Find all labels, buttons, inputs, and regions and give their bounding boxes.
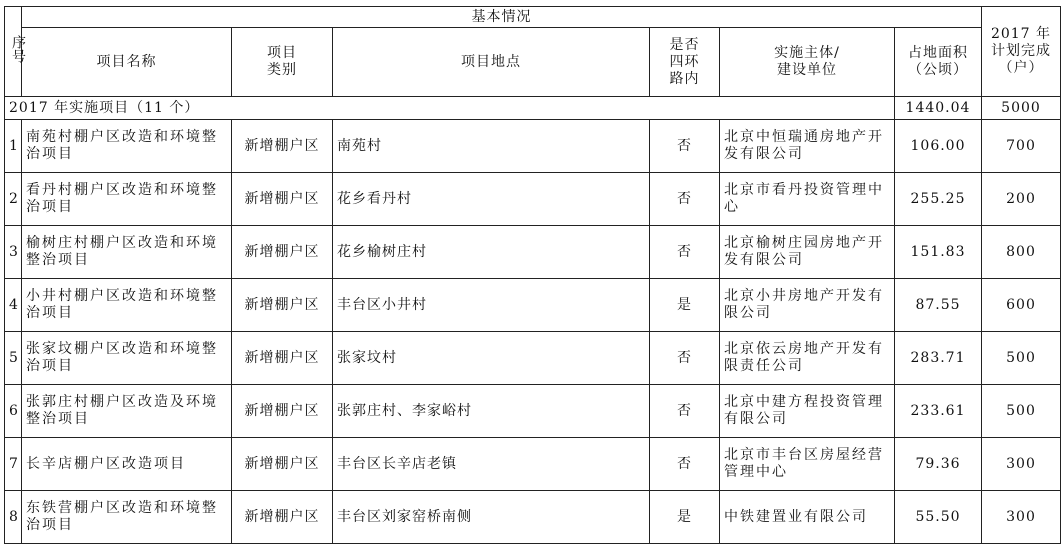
row-unit: 中铁建置业有限公司: [720, 491, 895, 544]
summary-row: [5, 97, 1061, 120]
row-location: 花乡看丹村: [333, 173, 650, 226]
row-name: 看丹村棚户区改造和环境整治项目: [22, 173, 232, 226]
row-location: 花乡榆树庄村: [333, 226, 650, 279]
row-category: 新增棚户区: [232, 173, 333, 226]
header-seq-text: 序号: [10, 35, 26, 63]
row-name: 南苑村棚户区改造和环境整治项目: [22, 120, 232, 173]
header-seq: [5, 7, 26, 97]
row-plan: 700: [982, 120, 1061, 173]
header-unit-text: 实施主体/ 建设单位: [774, 45, 840, 78]
row-location: 丰台区刘家窑桥南侧: [333, 491, 650, 544]
row-area: 106.00: [895, 120, 982, 173]
row-in-ring: 否: [650, 385, 720, 438]
table-row: [5, 120, 1061, 173]
row-plan: 600: [982, 279, 1061, 332]
row-area: 283.71: [895, 332, 982, 385]
header-basic-info: 基本情况: [22, 7, 982, 28]
row-category: 新增棚户区: [232, 279, 333, 332]
row-location: 南苑村: [333, 120, 650, 173]
summary-label: 2017 年实施项目（11 个）: [5, 97, 895, 120]
table-row: [5, 438, 1061, 491]
row-name: 长辛店棚户区改造项目: [22, 438, 232, 491]
row-category: 新增棚户区: [232, 385, 333, 438]
row-unit: 北京市丰台区房屋经营管理中心: [720, 438, 895, 491]
header-category: [232, 28, 333, 97]
row-seq: 7: [5, 438, 22, 491]
row-seq: 6: [5, 385, 22, 438]
row-unit: 北京榆树庄园房地产开发有限公司: [720, 226, 895, 279]
row-location: 丰台区长辛店老镇: [333, 438, 650, 491]
row-category: 新增棚户区: [232, 332, 333, 385]
header-location: 项目地点: [333, 28, 650, 97]
project-table: [4, 6, 1061, 544]
row-seq: 2: [5, 173, 22, 226]
row-plan: 500: [982, 385, 1061, 438]
header-row-columns: [5, 28, 1061, 97]
row-in-ring: 是: [650, 279, 720, 332]
row-name: 东铁营棚户区改造和环境整治项目: [22, 491, 232, 544]
header-category-text: 项目 类别: [267, 45, 297, 78]
row-in-ring: 否: [650, 173, 720, 226]
row-area: 79.36: [895, 438, 982, 491]
row-name: 小井村棚户区改造和环境整治项目: [22, 279, 232, 332]
row-name: 张家坟棚户区改造和环境整治项目: [22, 332, 232, 385]
row-category: 新增棚户区: [232, 438, 333, 491]
table-row: [5, 226, 1061, 279]
row-in-ring: 否: [650, 438, 720, 491]
table-row: [5, 279, 1061, 332]
header-area-text: 占地面积 （公顷）: [908, 45, 968, 78]
header-name: 项目名称: [22, 28, 232, 97]
row-name: 张郭庄村棚户区改造及环境整治项目: [22, 385, 232, 438]
project-rows: [5, 120, 1061, 544]
row-area: 255.25: [895, 173, 982, 226]
header-row-top: [5, 7, 1061, 28]
row-category: 新增棚户区: [232, 226, 333, 279]
row-in-ring: 是: [650, 491, 720, 544]
row-area: 55.50: [895, 491, 982, 544]
row-seq: 5: [5, 332, 22, 385]
table-row: [5, 385, 1061, 438]
row-in-ring: 否: [650, 226, 720, 279]
row-location: 张家坟村: [333, 332, 650, 385]
row-name: 榆树庄村棚户区改造和环境整治项目: [22, 226, 232, 279]
row-unit: 北京市看丹投资管理中心: [720, 173, 895, 226]
row-plan: 800: [982, 226, 1061, 279]
row-plan: 300: [982, 491, 1061, 544]
header-plan-text: 2017 年 计划完成 （户）: [990, 26, 1052, 76]
row-seq: 4: [5, 279, 22, 332]
row-category: 新增棚户区: [232, 120, 333, 173]
header-unit: [720, 28, 895, 97]
table-row: [5, 332, 1061, 385]
row-in-ring: 否: [650, 332, 720, 385]
row-area: 233.61: [895, 385, 982, 438]
row-seq: 1: [5, 120, 22, 173]
row-seq: 8: [5, 491, 22, 544]
row-category: 新增棚户区: [232, 491, 333, 544]
summary-area: 1440.04: [895, 97, 982, 120]
row-in-ring: 否: [650, 120, 720, 173]
row-unit: 北京小井房地产开发有限公司: [720, 279, 895, 332]
row-plan: 200: [982, 173, 1061, 226]
row-plan: 500: [982, 332, 1061, 385]
table-row: [5, 491, 1061, 544]
row-unit: 北京依云房地产开发有限责任公司: [720, 332, 895, 385]
row-area: 87.55: [895, 279, 982, 332]
row-unit: 北京中恒瑞通房地产开发有限公司: [720, 120, 895, 173]
header-ring: [650, 28, 720, 97]
row-area: 151.83: [895, 226, 982, 279]
row-seq: 3: [5, 226, 22, 279]
header-area: [895, 28, 982, 97]
header-plan: [982, 7, 1061, 97]
summary-plan: 5000: [982, 97, 1061, 120]
row-location: 张郭庄村、李家峪村: [333, 385, 650, 438]
row-location: 丰台区小井村: [333, 279, 650, 332]
row-plan: 300: [982, 438, 1061, 491]
row-unit: 北京中建方程投资管理有限公司: [720, 385, 895, 438]
table-row: [5, 173, 1061, 226]
header-ring-text: 是否 四环 路内: [669, 36, 700, 87]
